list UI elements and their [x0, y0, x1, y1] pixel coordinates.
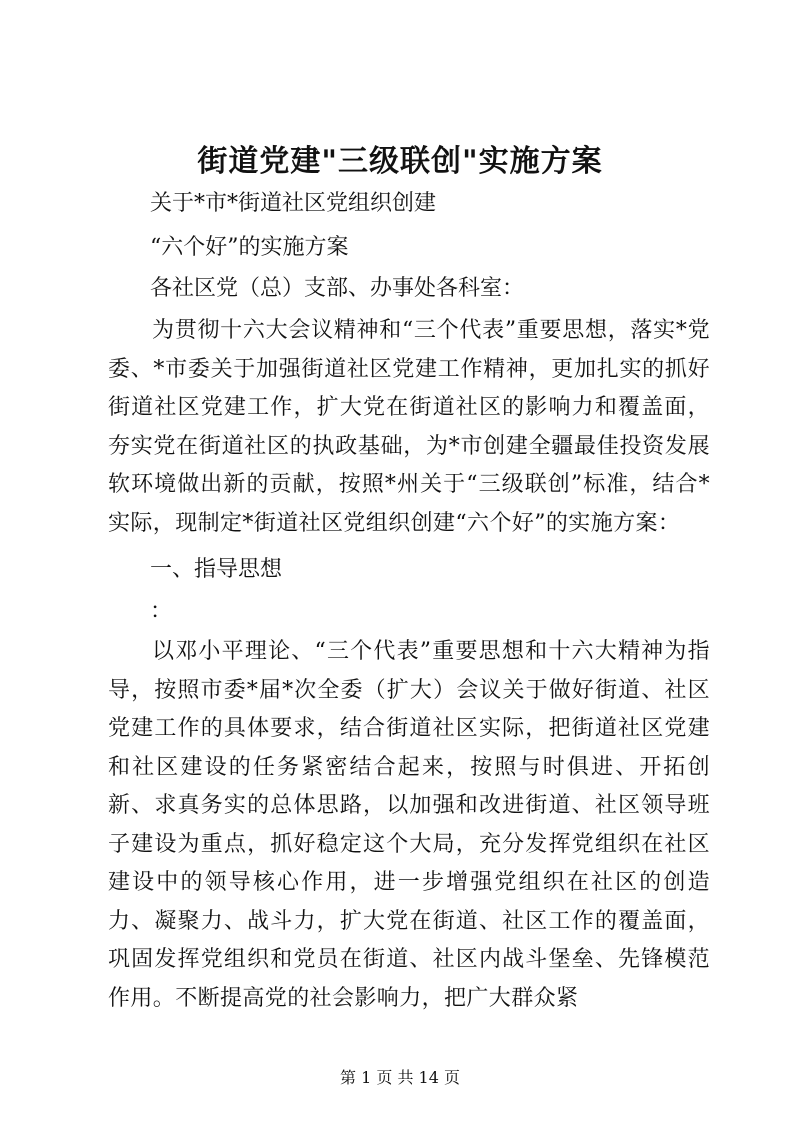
colon-line: ：: [150, 599, 173, 624]
section-heading: 一、指导思想: [150, 557, 283, 582]
header-line-2: “六个好”的实施方案: [150, 235, 349, 260]
document-title: 街道党建"三级联创"实施方案: [197, 144, 603, 179]
salutation-line: 各社区党（总）支部、办事处各科室：: [150, 276, 525, 301]
page-number-footer: 第 1 页 共 14 页: [340, 1068, 460, 1087]
header-line-1: 关于*市*街道社区党组织创建: [150, 191, 437, 216]
paragraph-intro: 为贯彻十六大会议精神和“三个代表”重要思想，落实*党委、*市委关于加强街道社区党建工作精神，更加扎实的抓好街道社区党建工作，扩大党在街道社区的影响力和覆盖面，夯实党在街道社区的执政基础，为*市创建全疆最佳投资发展软环境做出新的贡献，按照*州关于“三级联创”标准，结合*实际，现制定*街道社区党组织创建“六个好”的实施方案：: [108, 318, 710, 536]
paragraph-guiding-thought: 以邓小平理论、“三个代表”重要思想和十六大精神为指导，按照市委*届*次全委（扩大）会议关于做好街道、社区党建工作的具体要求，结合街道社区实际，把街道社区党建和社区建设的任务紧密结合起来，按照与时俱进、开拓创新、求真务实的总体思路，以加强和改进街道、社区领导班子建设为重点，抓好稳定这个大局，充分发挥党组织在社区建设中的领导核心作用，进一步增强党组织在社区的创造力、凝聚力、战斗力，扩大党在街道、社区工作的覆盖面，巩固发挥党组织和党员在街道、社区内战斗堡垒、先锋模范作用。不断提高党的社会影响力，把广大群众紧: [108, 639, 710, 1011]
